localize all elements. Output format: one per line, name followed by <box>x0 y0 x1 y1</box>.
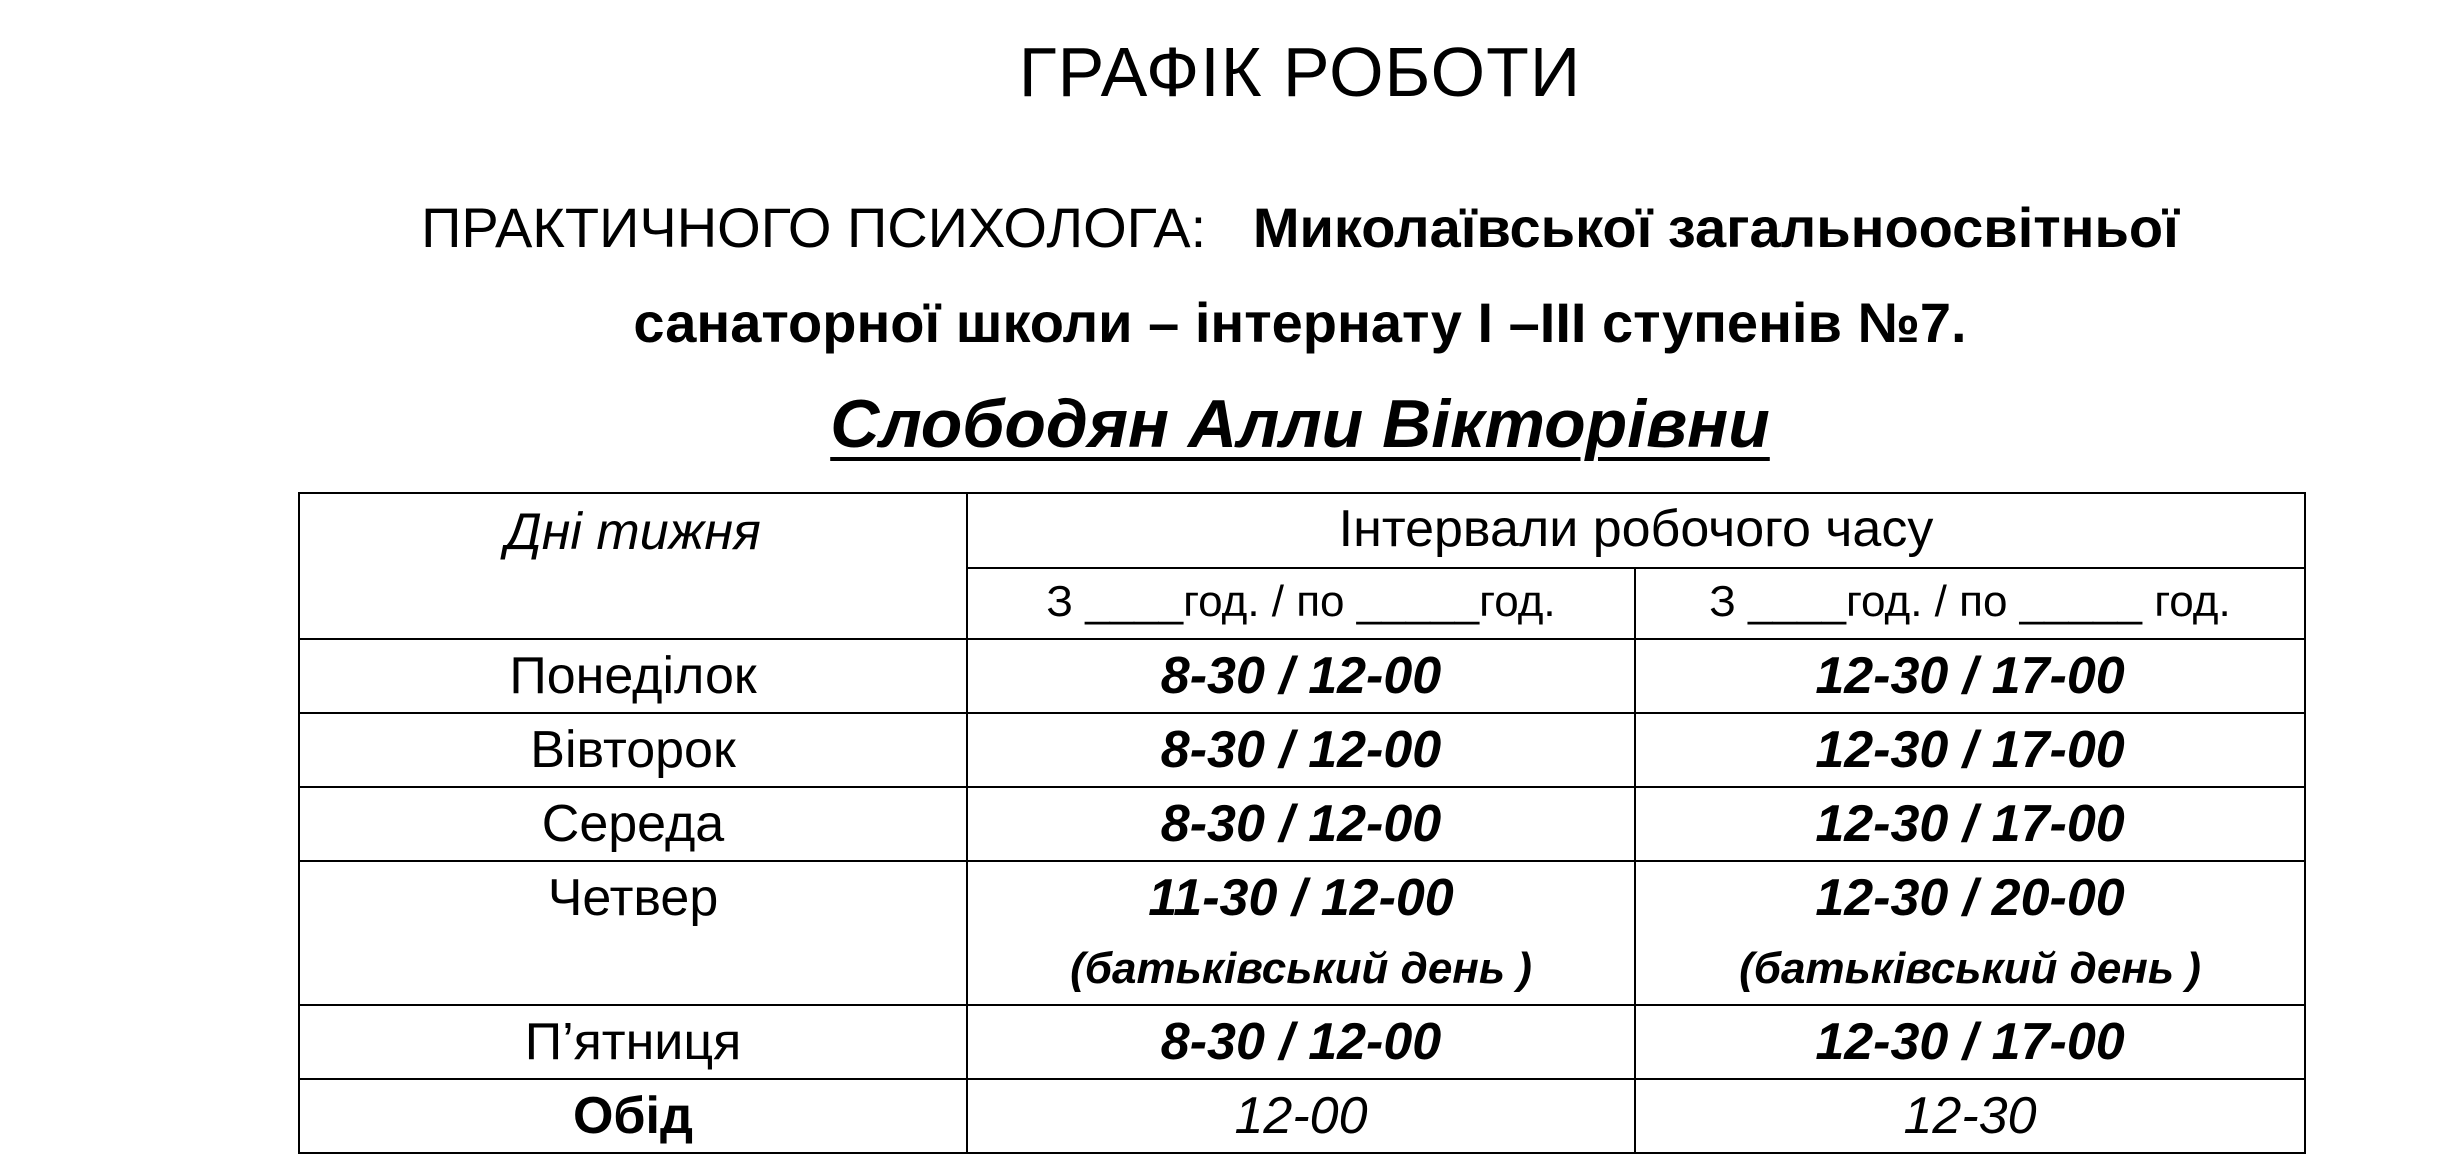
day-cell: Середа <box>299 787 967 861</box>
document-title: ГРАФІК РОБОТИ <box>1018 33 1582 111</box>
table-header-row <box>299 493 2305 568</box>
table-row <box>299 861 2305 1005</box>
lunch-second: 12-30 <box>1635 1079 2305 1153</box>
subtitle-school-part-1: Миколаївської загальноосвітньої <box>1252 196 2179 259</box>
subtitle-school-part-2: санаторної школи – інтернату І –ІІІ ступенів №7. <box>633 291 1967 354</box>
second-interval-note: (батьківський день ) <box>1739 944 2201 993</box>
second-interval-cell <box>1635 861 2305 1005</box>
day-cell: Вівторок <box>299 713 967 787</box>
lunch-label: Обід <box>299 1079 967 1153</box>
day-cell: Четвер <box>299 861 967 1005</box>
second-interval-cell: 12-30 / 17-00 <box>1635 713 2305 787</box>
lunch-row <box>299 1079 2305 1153</box>
header-days: Дні тижня <box>299 493 967 639</box>
first-interval-note: (батьківський день ) <box>1070 944 1532 993</box>
first-interval-cell: 8-30 / 12-00 <box>967 787 1635 861</box>
header-intervals: Інтервали робочого часу <box>967 493 2305 568</box>
subtitle-line-1 <box>0 195 2438 260</box>
first-interval-cell: 8-30 / 12-00 <box>967 1005 1635 1079</box>
table-row <box>299 639 2305 713</box>
lunch-first: 12-00 <box>967 1079 1635 1153</box>
day-cell: Понеділок <box>299 639 967 713</box>
schedule-table <box>298 492 2306 1154</box>
day-cell: П’ятниця <box>299 1005 967 1079</box>
subheader-first-interval: З ____год. / по _____год. <box>967 568 1635 639</box>
subheader-second-interval: З ____год. / по _____ год. <box>1635 568 2305 639</box>
second-interval-time: 12-30 / 20-00 <box>1815 869 2125 927</box>
first-interval-cell: 8-30 / 12-00 <box>967 713 1635 787</box>
first-interval-time: 11-30 / 12-00 <box>1148 869 1454 927</box>
table-row <box>299 1005 2305 1079</box>
first-interval-cell: 8-30 / 12-00 <box>967 639 1635 713</box>
person-name: Слободян Алли Вікторівни <box>830 386 1770 462</box>
first-interval-cell <box>967 861 1635 1005</box>
second-interval-cell: 12-30 / 17-00 <box>1635 639 2305 713</box>
table-row <box>299 713 2305 787</box>
second-interval-cell: 12-30 / 17-00 <box>1635 787 2305 861</box>
second-interval-cell: 12-30 / 17-00 <box>1635 1005 2305 1079</box>
subtitle-prefix: ПРАКТИЧНОГО ПСИХОЛОГА: <box>421 196 1207 259</box>
table-row <box>299 787 2305 861</box>
